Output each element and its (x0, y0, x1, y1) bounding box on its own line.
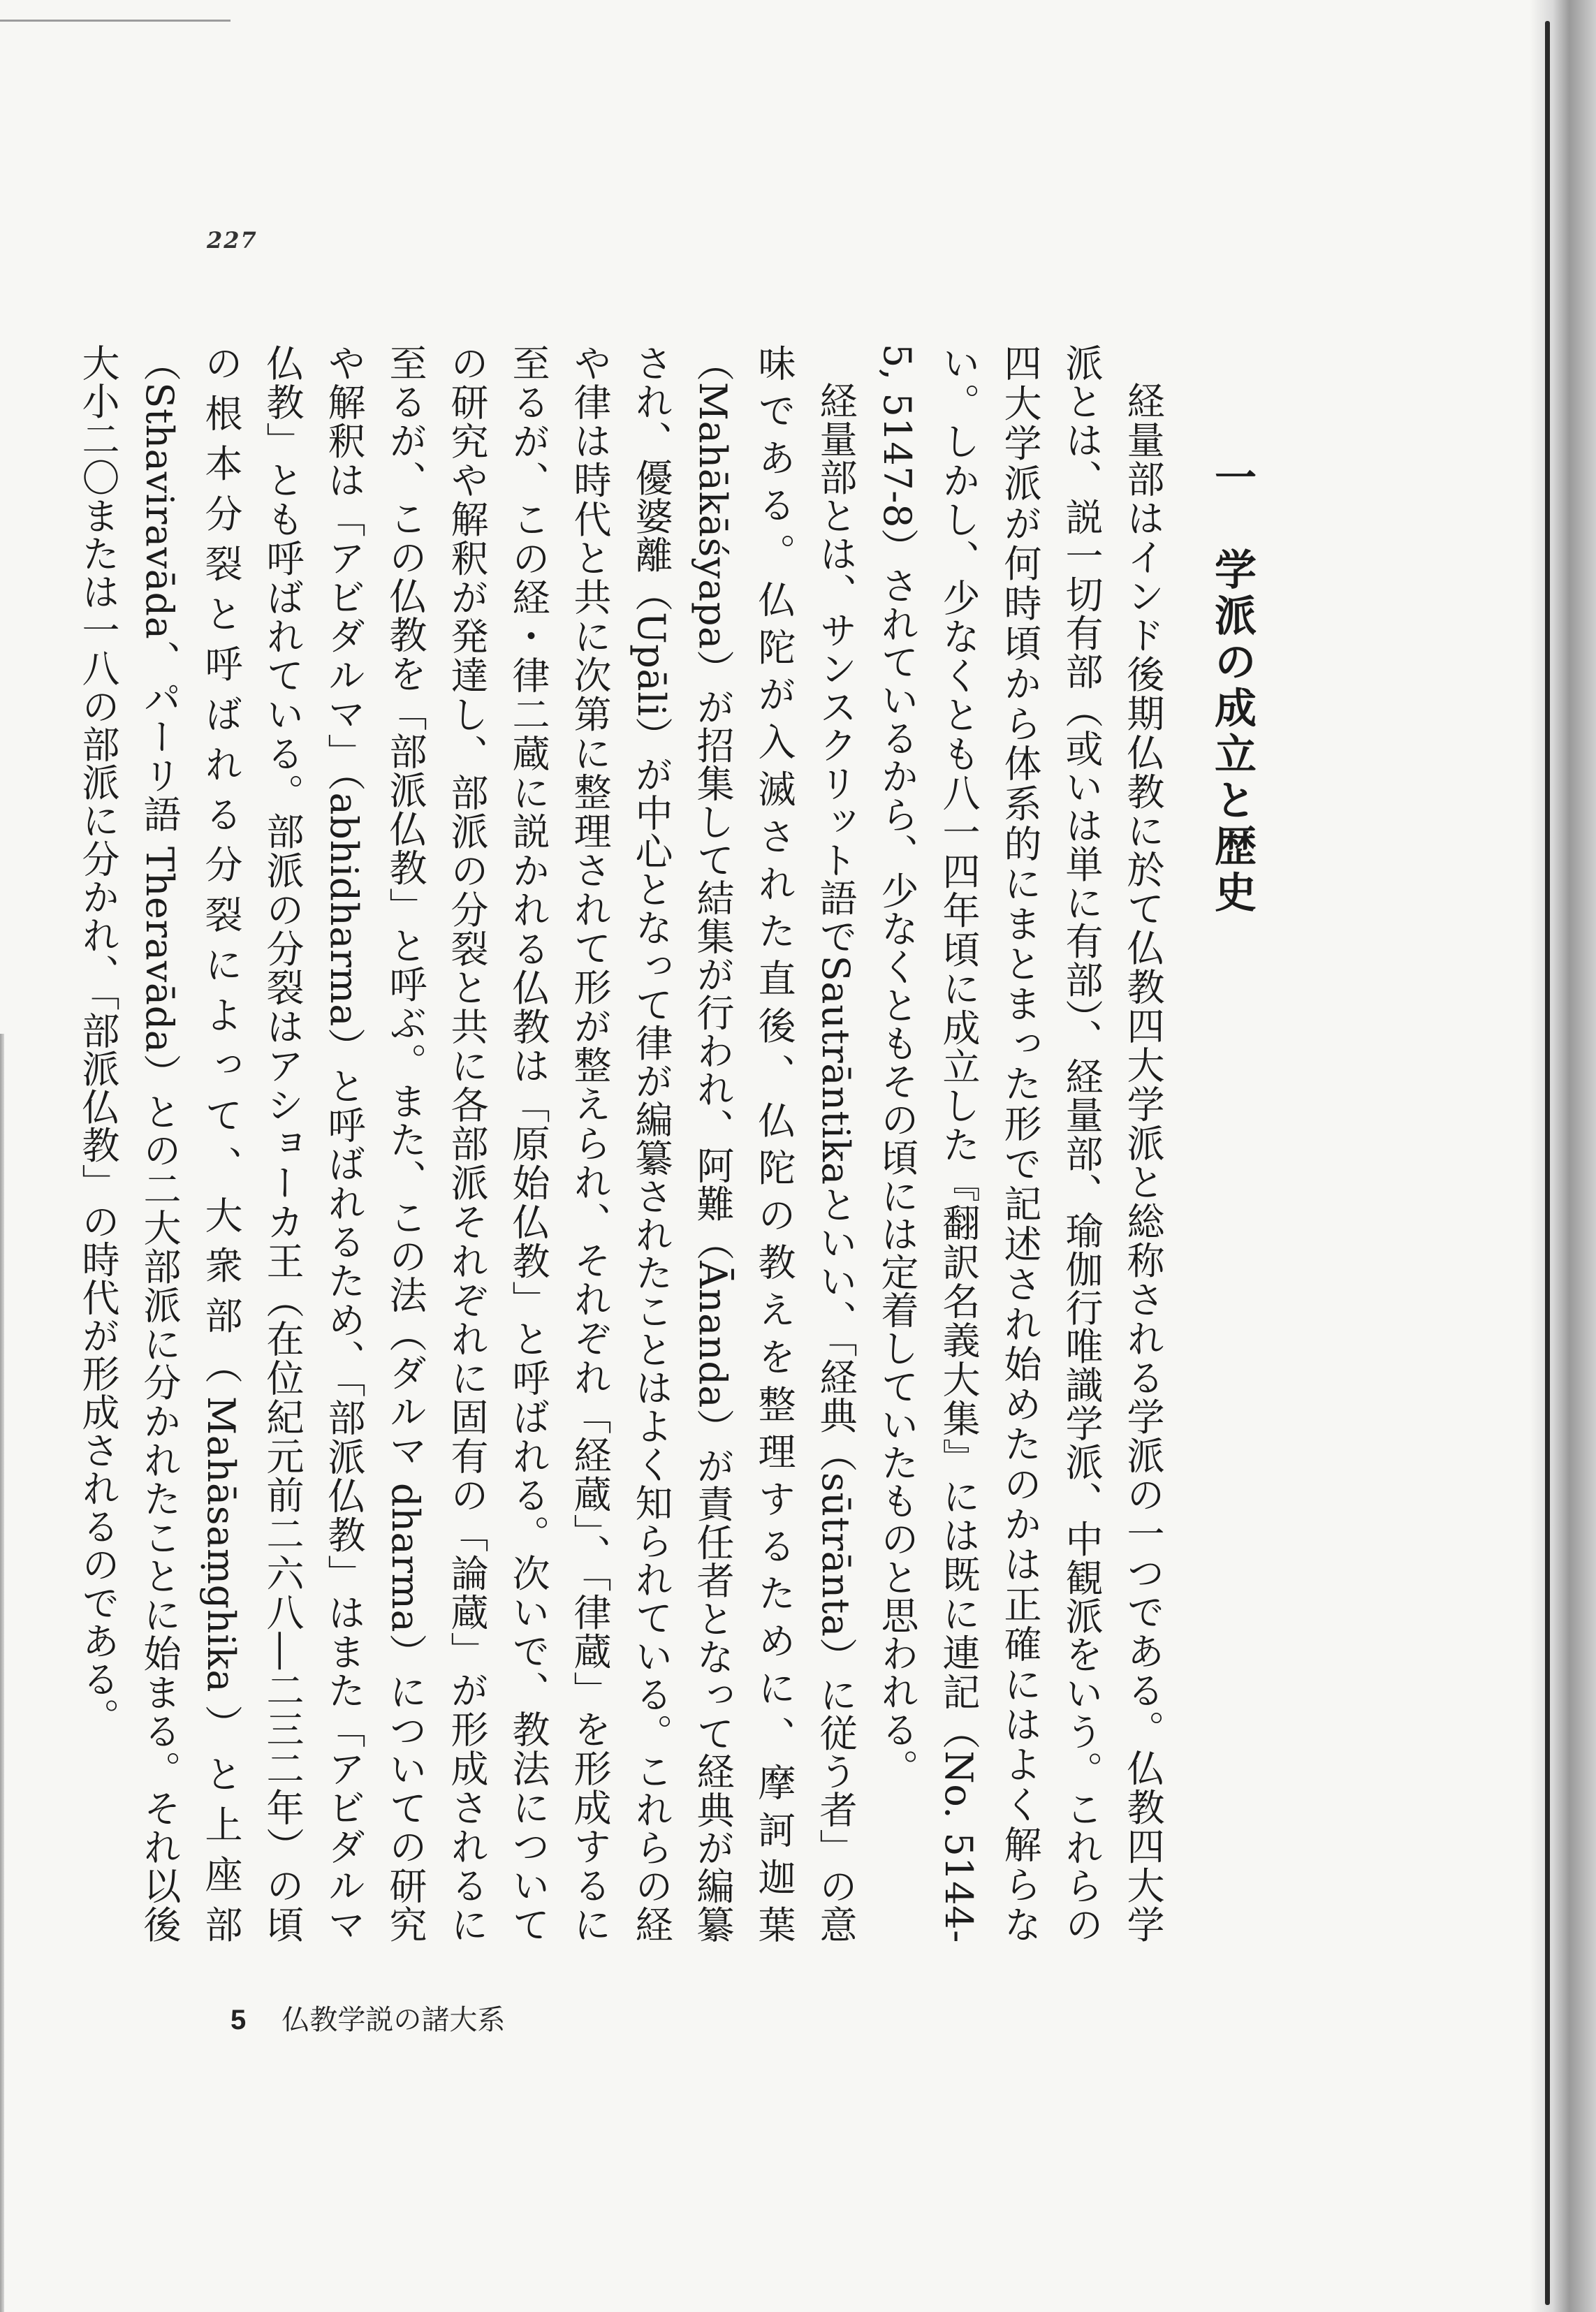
paragraph-2: 経量部とは、サンスクリット語でSautrāntikaといい、「経典（sūtrānta）に従う者」の意味である。仏陀が入滅された直後、仏陀の教えを整理するために、摩訶迦葉（Mahākāśyapa）が招集して結集が行われ、阿難（Ānanda）が責任者となって経典が編纂され、優婆離（Upāli）が中心となって律が編纂されたことはよく知られている。これらの経や律は時代と共に次第に整理されて形が整えられ、それぞれ「経蔵」、「律蔵」を形成するに至るが、この経・律二蔵に説かれる仏教は「原始仏教」と呼ばれる。次いで、教法についての研究や解釈が発達し、部派の分裂と共に各部派それぞれに固有の「論蔵」が形成されるに至るが、この仏教を「部派仏教」と呼ぶ。また、この法（ダルマ dharma）についての研究や解釈は「アビダルマ」（abhidharma）と呼ばれるため、「部派仏教」はまた「アビダルマ仏教」とも呼ばれている。部派の分裂はアショーカ王（在位紀元前二六八―二三二年）の頃の根本分裂と呼ばれる分裂によって、大衆部（Mahāsaṃghika）と上座部（Sthaviravāda、パーリ語 Theravāda）との二大部派に分かれたことに始まる。それ以後大小二〇または一八の部派に分かれ、「部派仏教」の時代が形成されるのである。 (76, 344, 858, 1943)
top-rule-line (0, 20, 230, 22)
chapter-number: 5 (230, 2005, 247, 2035)
binding-edge-line (1545, 21, 1550, 2305)
running-footer (230, 1998, 505, 2037)
page-edge-shadow (0, 1034, 4, 2312)
chapter-title: 仏教学説の諸大系 (281, 2005, 506, 2035)
section-heading: 一 学派の成立と歴史 (1208, 455, 1257, 916)
binding-shadow (1530, 0, 1596, 2312)
page-number: 227 (207, 227, 258, 254)
vertical-text-block (67, 344, 1264, 1943)
paragraph-1: 経量部はインド後期仏教に於て仏教四大学派と総称される学派の一つである。仏教四大学派とは、説一切有部（或いは単に有部）、経量部、瑜伽行唯識学派、中観派をいう。これらの四大学派が何時頃から体系的にまとまった形で記述され始めたのかは正確にはよく解らない。しかし、少なくとも八一四年頃に成立した『翻訳名義大集』には既に連記（No. 5144-5, 5147-8）されているから、少なくともその頃には定着していたものと思われる。 (875, 344, 1165, 1943)
